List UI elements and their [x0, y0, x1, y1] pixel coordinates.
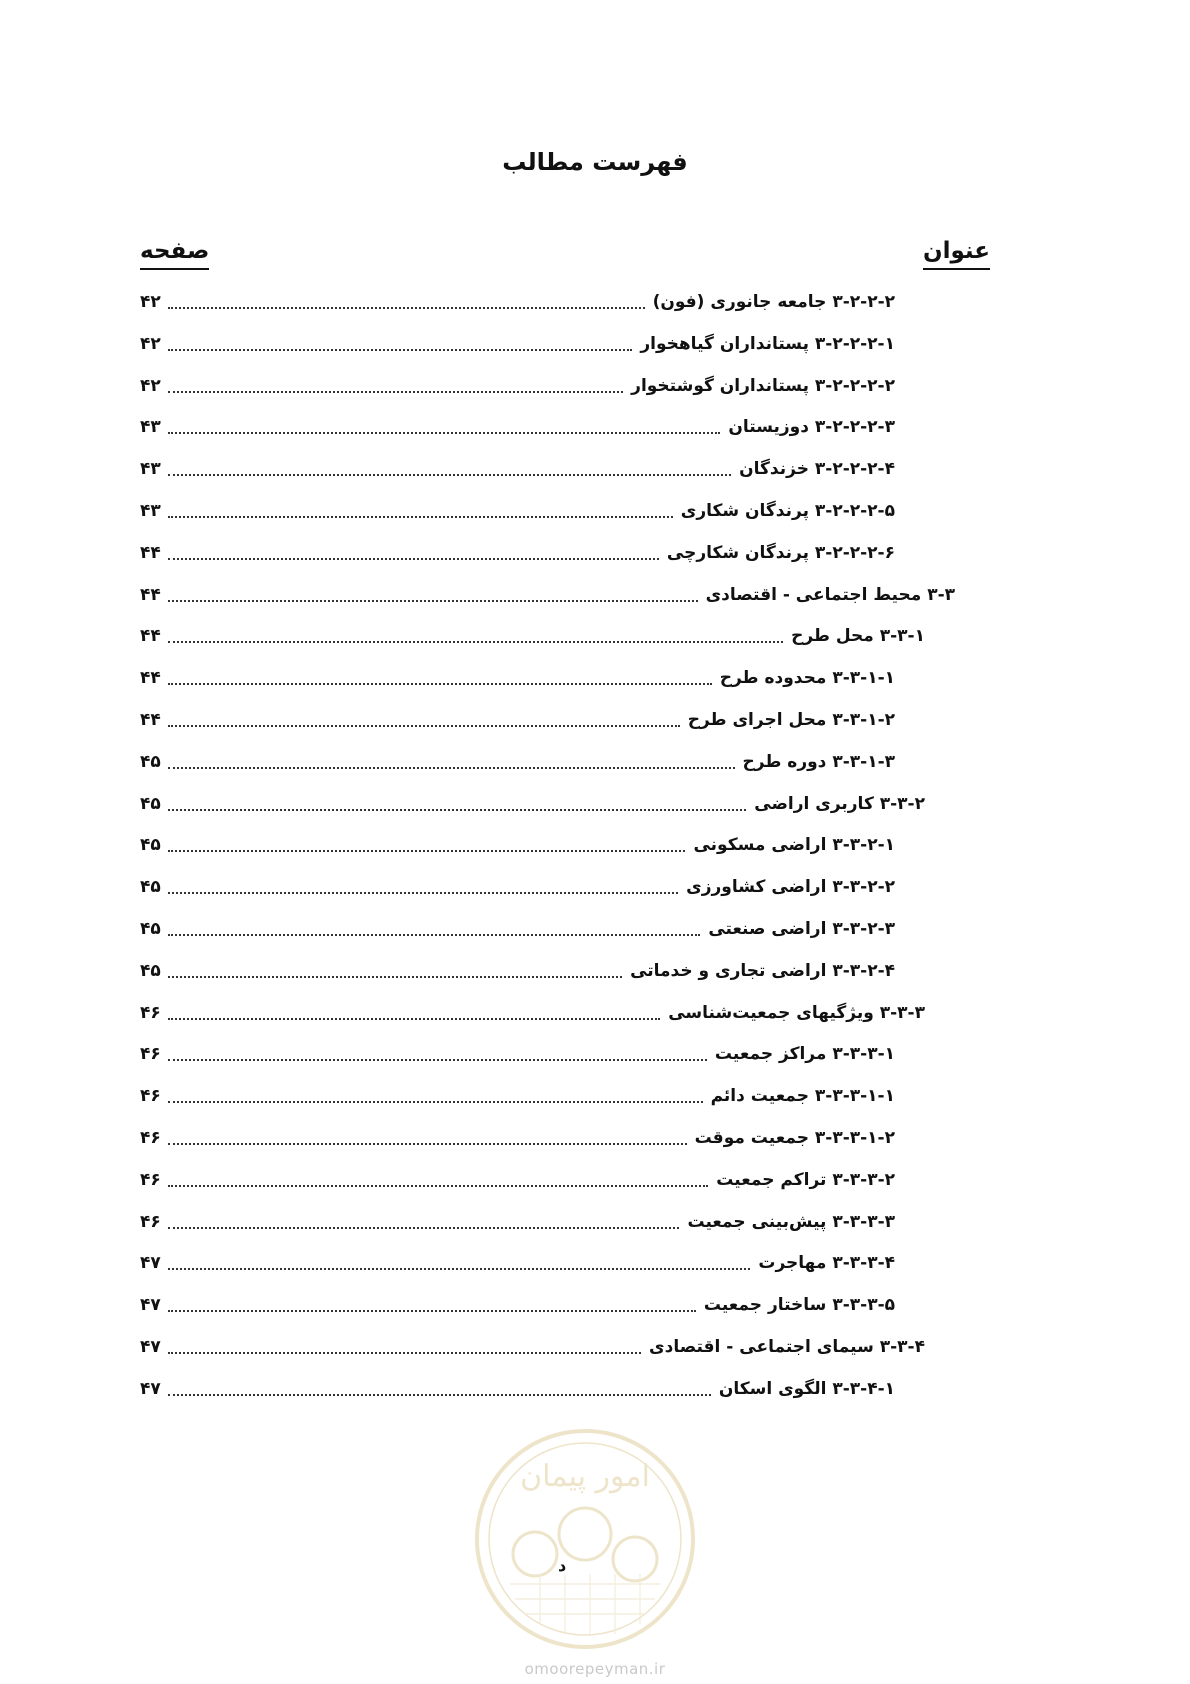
- dot-leader: [168, 934, 700, 936]
- toc-entry-title: ۳-۳-۲-۴ اراضی تجاری و خدماتی: [630, 960, 895, 981]
- toc-entry-page: ۴۲: [140, 333, 161, 354]
- dot-leader: [168, 432, 720, 434]
- dot-leader: [168, 809, 746, 811]
- toc-entry-page: ۴۷: [140, 1337, 161, 1357]
- toc-entry: [140, 907, 895, 951]
- dot-leader: [168, 850, 685, 852]
- toc-entry-page: ۴۵: [140, 919, 161, 939]
- toc-entry-title: ۳-۳-۳-۵ ساختار جمعیت: [703, 1295, 895, 1316]
- toc-entry-title: ۳-۳-۳ ویژگیهای جمعیت‌شناسی: [668, 1002, 925, 1023]
- toc-entry-page: ۴۶: [140, 1169, 161, 1190]
- dot-leader: [168, 1352, 641, 1354]
- toc-entry: [140, 656, 895, 700]
- dot-leader: [168, 1018, 660, 1020]
- toc-entry-title: ۳-۳-۲-۲ اراضی کشاورزی: [686, 877, 895, 898]
- toc-entry: [140, 614, 925, 658]
- toc-entry-title: ۳-۳-۴ سیمای اجتماعی - اقتصادی: [649, 1337, 925, 1357]
- toc-entry-title: ۳-۳-۱-۱ محدوده طرح: [719, 668, 895, 689]
- toc-entry-page: ۴۵: [140, 835, 161, 856]
- toc-entry: [140, 1283, 895, 1327]
- site-watermark: omoorepeyman.ir: [524, 1660, 666, 1678]
- toc-entry-page: ۴۲: [140, 375, 161, 396]
- footer-page-number: د: [558, 1556, 567, 1575]
- dot-leader: [168, 1059, 707, 1061]
- toc-entry-title: ۳-۳-۱-۲ محل اجرای طرح: [687, 710, 895, 730]
- toc-entry-page: ۴۷: [140, 1378, 161, 1399]
- toc-entry-page: ۴۲: [140, 292, 161, 312]
- toc-entry-page: ۴۵: [140, 793, 161, 814]
- toc-entry: [140, 1367, 895, 1411]
- toc-entry-title: ۳-۳-۱-۳ دوره طرح: [742, 751, 895, 772]
- toc-entry-title: ۳-۳ محیط اجتماعی - اقتصادی: [705, 584, 955, 605]
- dot-leader: [168, 683, 712, 685]
- toc-entry-page: ۴۶: [140, 1002, 161, 1023]
- toc-entry-title: ۳-۲-۲-۲-۶ پرندگان شکارچی: [666, 542, 895, 563]
- toc-entry-title: ۳-۳-۳-۱-۱ جمعیت دائم: [710, 1086, 895, 1107]
- dot-leader: [168, 391, 623, 393]
- dot-leader: [168, 474, 731, 476]
- toc-entry-page: ۴۴: [140, 584, 161, 605]
- toc-entry: [140, 949, 895, 993]
- toc-entry-title: ۳-۲-۲-۲-۴ خزندگان: [739, 459, 895, 480]
- toc-entry-title: ۳-۳-۳-۲ تراکم جمعیت: [716, 1169, 895, 1190]
- dot-leader: [168, 641, 783, 643]
- toc-entry: [140, 1325, 925, 1369]
- toc-entry-page: ۴۴: [140, 626, 161, 647]
- dot-leader: [168, 725, 680, 727]
- toc-entry: [140, 447, 895, 491]
- dot-leader: [168, 1227, 679, 1229]
- toc-entry: [140, 1158, 895, 1202]
- toc-entry-title: ۳-۲-۲-۲-۵ پرندگان شکاری: [680, 501, 895, 521]
- column-header-title: عنوان: [923, 236, 990, 270]
- toc-entry: [140, 364, 895, 408]
- dot-leader: [168, 1268, 750, 1270]
- toc-entry-page: ۴۵: [140, 751, 161, 772]
- toc-entry-page: ۴۳: [140, 501, 161, 521]
- toc-entry-title: ۳-۳-۳-۱ مراکز جمعیت: [714, 1044, 895, 1065]
- toc-entry: [140, 823, 895, 867]
- toc-entry: [140, 865, 895, 909]
- dot-leader: [168, 516, 673, 518]
- toc-entry-page: ۴۴: [140, 710, 161, 730]
- toc-entry-page: ۴۶: [140, 1128, 161, 1148]
- toc-entry-page: ۴۳: [140, 459, 161, 480]
- toc-entry-title: ۳-۲-۲-۲ جامعه جانوری (فون): [652, 292, 895, 312]
- toc-entry-page: ۴۴: [140, 542, 161, 563]
- toc-entry-title: ۳-۲-۲-۲-۱ پستانداران گیاهخوار: [640, 333, 895, 354]
- toc-entry-page: ۴۶: [140, 1044, 161, 1065]
- toc-entry: [140, 489, 895, 533]
- toc-entry: [140, 1116, 895, 1160]
- toc-entry-title: ۳-۳-۴-۱ الگوی اسکان: [718, 1378, 895, 1399]
- dot-leader: [168, 1394, 711, 1396]
- page-title: فهرست مطالب: [502, 148, 688, 176]
- dot-leader: [168, 1310, 696, 1312]
- dot-leader: [168, 1101, 703, 1103]
- toc-entry-title: ۳-۳-۳-۳ پیش‌بینی جمعیت: [687, 1211, 895, 1232]
- toc-entry: [140, 1074, 895, 1118]
- toc-entry-page: ۴۶: [140, 1086, 161, 1107]
- toc-entry: [140, 1241, 895, 1285]
- dot-leader: [168, 307, 645, 309]
- toc-entry-page: ۴۴: [140, 668, 161, 689]
- toc-entry: [140, 740, 895, 784]
- toc-entry-title: ۳-۳-۲-۱ اراضی مسکونی: [693, 835, 895, 856]
- seal-logo: [470, 1424, 700, 1654]
- toc-entry-title: ۳-۳-۲ کاربری اراضی: [754, 793, 925, 814]
- toc-entry: [140, 280, 895, 324]
- toc-entry-page: ۴۳: [140, 417, 161, 438]
- toc-entry: [140, 405, 895, 449]
- toc-entry-page: ۴۷: [140, 1295, 161, 1316]
- dot-leader: [168, 892, 678, 894]
- dot-leader: [168, 976, 622, 978]
- toc-entry-title: ۳-۳-۳-۱-۲ جمعیت موقت: [694, 1128, 895, 1148]
- toc-entry-title: ۳-۳-۲-۳ اراضی صنعتی: [708, 919, 895, 939]
- dot-leader: [168, 1143, 687, 1145]
- column-header-page: صفحه: [140, 236, 209, 270]
- toc-entry: [140, 531, 895, 575]
- toc-entry: [140, 782, 925, 826]
- seal-text: امور پیمان: [520, 1459, 650, 1494]
- toc-entry-page: ۴۵: [140, 877, 161, 898]
- toc-entry: [140, 1200, 895, 1244]
- toc-entry-title: ۳-۳-۳-۴ مهاجرت: [758, 1253, 895, 1274]
- toc-entry: [140, 322, 895, 366]
- toc-entry-page: ۴۵: [140, 960, 161, 981]
- toc-entry-title: ۳-۲-۲-۲-۳ دوزیستان: [728, 417, 895, 438]
- toc-entry-title: ۳-۳-۱ محل طرح: [791, 626, 925, 647]
- dot-leader: [168, 349, 632, 351]
- toc-entry: [140, 573, 955, 617]
- dot-leader: [168, 767, 735, 769]
- toc-entry: [140, 698, 895, 742]
- dot-leader: [168, 600, 698, 602]
- toc-entry-page: ۴۶: [140, 1211, 161, 1232]
- toc-entry: [140, 1032, 895, 1076]
- dot-leader: [168, 1185, 708, 1187]
- dot-leader: [168, 558, 659, 560]
- toc-entry: [140, 991, 925, 1035]
- toc-entry-title: ۳-۲-۲-۲-۲ پستانداران گوشتخوار: [631, 375, 895, 396]
- toc-entry-page: ۴۷: [140, 1253, 161, 1274]
